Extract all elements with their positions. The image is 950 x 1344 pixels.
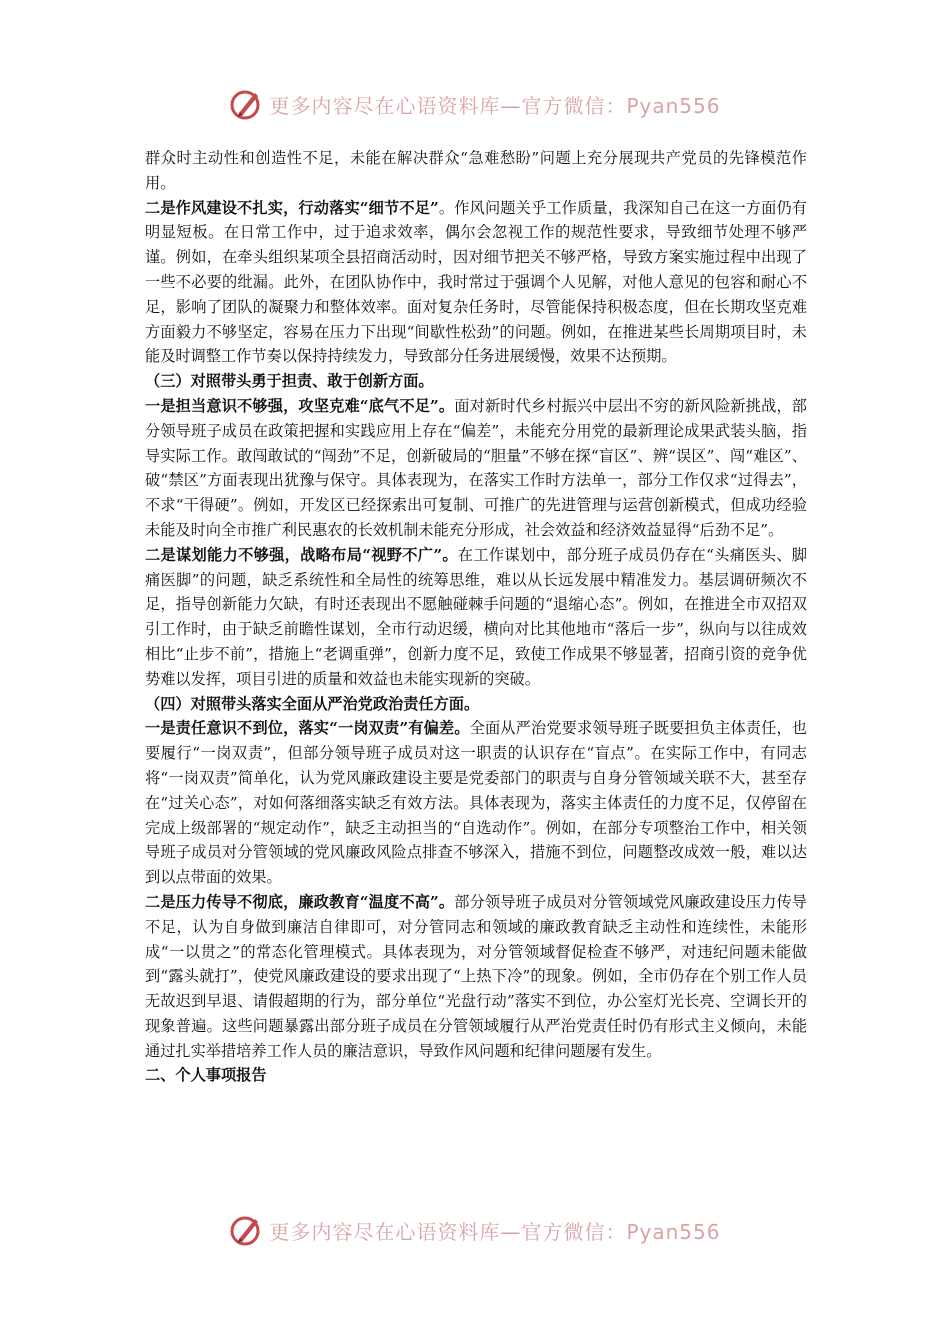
paragraph-lead: 二是谋划能力不够强，战略布局“视野不广”。 (145, 545, 458, 564)
paragraph-text: 面对新时代乡村振兴中层出不穷的新风险新挑战，部分领导班子成员在政策把握和实践应用上存在“偏差”，未能充分用党的最新理论成果武装头脑，指导实际工作。敢闯敢试的“闯劲”不足，创新破局的“胆量”不够在探“盲区”、辨“误区”、闯“难区”、破“禁区”方面表现出犹豫与保守。具体表现为，在落实工作时方法单一，部分工作仅求“过得去”，不求“干得硬”。例如，开发区已经探索出可复制、可推广的先进管理与运营创新模式，但成功经验未能及时向全市推广利民惠农的长效机制未能充分形成，社会效益和经济效益显得“后劲不足”。 (145, 396, 807, 539)
paragraph-text: 在工作谋划中，部分班子成员仍存在“头痛医头、脚痛医脚”的问题，缺乏系统性和全局性的统筹思维，难以从长远发展中精准发力。基层调研频次不足，指导创新能力欠缺，有时还表现出不愿触碰棘手问题的“退缩心态”。例如，在推进全市双招双引工作时，由于缺乏前瞻性谋划，全市行动迟缓，横向对比其他地市“落后一步”，纵向与以往成效相比“止步不前”，措施上“老调重弹”，创新力度不足，致使工作成果不够显著，招商引资的竞争优势难以发挥，项目引进的质量和效益也未能实现新的突破。 (145, 545, 807, 688)
paragraph-lead: 二是压力传导不彻底，廉政教育“温度不高”。 (145, 892, 455, 911)
paragraph (145, 196, 807, 370)
paragraph-text: 部分领导班子成员对分管领域党风廉政建设压力传导不足，认为自身做到廉洁自律即可，对分管同志和领域的廉政教育缺乏主动性和连续性，未能形成“一以贯之”的常态化管理模式。具体表现为，对分管领域督促检查不够严，对违纪问题未能做到“露头就打”，使党风廉政建设的要求出现了“上热下冷”的现象。例如，全市仍存在个别工作人员无故迟到早退、请假超期的行为，部分单位“光盘行动”落实不到位，办公室灯光长亮、空调长开的现象普遍。这些问题暴露出部分班子成员在分管领域履行从严治党责任时仍有形式主义倾向，未能通过扎实举措培养工作人员的廉洁意识，导致作风问题和纪律问题屡有发生。 (145, 892, 807, 1060)
paragraph-text: 群众时主动性和创造性不足，未能在解决群众“急难愁盼”问题上充分展现共产党员的先锋模范作用。 (145, 149, 807, 192)
paragraph-text: 全面从严治党要求领导班子既要担负主体责任，也要履行“一岗双责”，但部分领导班子成员对这一职责的认识存在“盲点”。在实际工作中，有同志将“一岗双责”简单化，认为党风廉政建设主要是党委部门的职责与自身分管领域关联不大，甚至存在“过关心态”，对如何落细落实缺乏有效方法。具体表现为，落实主体责任的力度不足，仅停留在完成上级部署的“规定动作”，缺乏主动担当的“自选动作”。例如，在部分专项整治工作中，相关领导班子成员对分管领域的党风廉政风险点排查不够深入，措施不到位，问题整改成效一般，难以达到以点带面的效果。 (145, 719, 807, 887)
paragraph (145, 394, 807, 543)
paragraph (145, 146, 807, 196)
watermark-text: 更多内容尽在心语资料库—官方微信：Pyan556 (269, 93, 721, 118)
document-body (145, 146, 807, 1088)
paragraph (145, 543, 807, 692)
section-heading: （四）对照带头落实全面从严治党政治责任方面。 (145, 694, 480, 713)
paragraph-lead: 一是担当意识不够强，攻坚克难“底气不足”。 (145, 396, 455, 415)
paragraph-lead: 一是责任意识不到位，落实“一岗双责”有偏差。 (145, 719, 470, 738)
paragraph-lead: 二是作风建设不扎实，行动落实“细节不足” (145, 198, 439, 217)
paragraph (145, 716, 807, 890)
section-heading: （三）对照带头勇于担责、敢于创新方面。 (145, 372, 434, 391)
pen-logo-icon (229, 87, 263, 121)
watermark-banner-bottom (0, 1210, 950, 1250)
paragraph (145, 890, 807, 1064)
watermark-banner-top (0, 84, 950, 124)
watermark-text: 更多内容尽在心语资料库—官方微信：Pyan556 (269, 1219, 721, 1244)
paragraph-text: 。作风问题关乎工作质量，我深知自己在这一方面仍有明显短板。在日常工作中，过于追求效率，偶尔会忽视工作的规范性要求，导致细节处理不够严谨。例如，在牵头组织某项全县招商活动时，因对细节把关不够严格，导致方案实施过程中出现了一些不必要的纰漏。此外，在团队协作中，我时常过于强调个人见解，对他人意见的包容和耐心不足，影响了团队的凝聚力和整体效率。面对复杂任务时，尽管能保持积极态度，但在长期攻坚克难方面毅力不够坚定，容易在压力下出现“间歇性松劲”的问题。例如，在推进某些长周期项目时，未能及时调整工作节奏以保持持续发力，导致部分任务进展缓慢，效果不达预期。 (145, 198, 807, 366)
section-heading: 二、个人事项报告 (145, 1066, 267, 1085)
pen-logo-icon (229, 1213, 263, 1247)
